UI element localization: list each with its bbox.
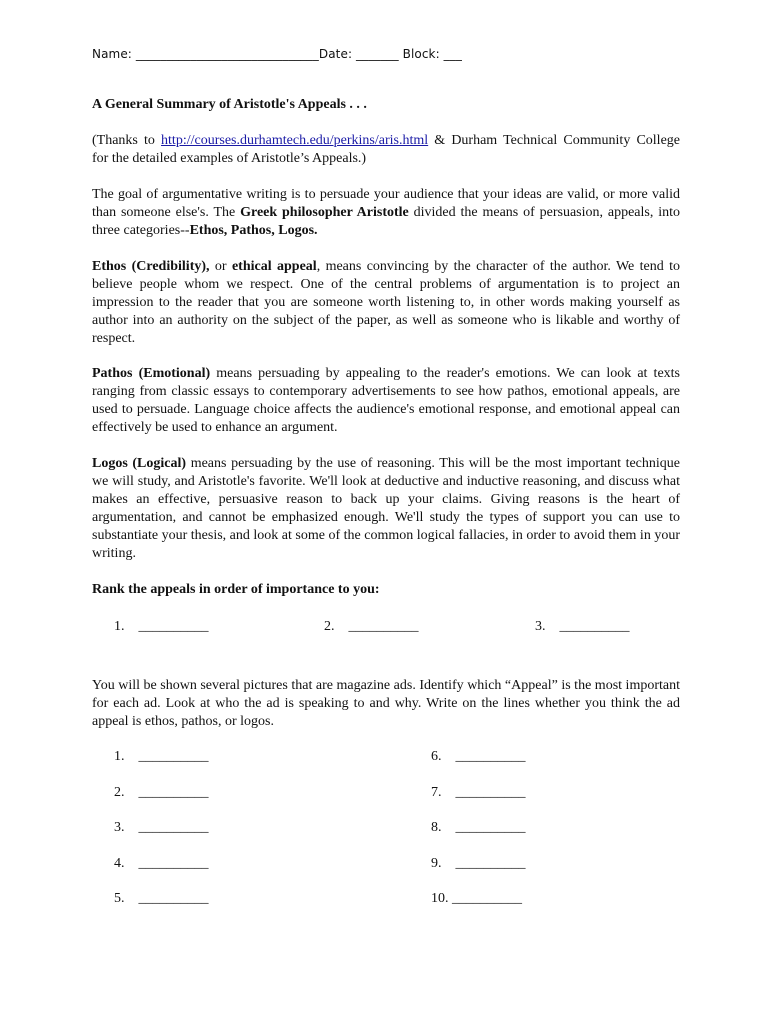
intro-bold-appeals: Ethos, Pathos, Logos. [189,223,318,238]
pathos-paragraph [92,365,680,437]
ad-answer-9[interactable]: 9. __________ [431,856,526,871]
ad-answer-10[interactable]: 10. __________ [431,891,522,906]
pathos-text: means persuading by appealing to the reader's emotions. We can look at texts ranging from classic essays to contemporary advertisements to see how pathos, emotional appeals, are used to persuade. Language choice affects the audience's emotional response, and emotional appeal can effectively be used to enhance an argument. [92,366,681,435]
logos-paragraph [92,455,680,563]
ethos-heading-2: ethical appeal [231,259,317,274]
rank-item-1[interactable]: 1. __________ [114,619,209,634]
logos-text: means persuading by the use of reasoning. This will be the most important technique we will study, and Aristotle's favorite. We'll look at deductive and inductive reasoning, and discuss what makes an effective, persuasive reason to back up your claims. Giving reasons is the heart of argumentation, and cannot be emphasized enough. We'll study the types of support you can use to substantiate your thesis, and look at some of the common logical fallacies, in order to avoid them in your writing. [92,456,681,561]
ad-answer-1[interactable]: 1. __________ [114,749,209,764]
rank-item-2[interactable]: 2. __________ [324,619,419,634]
intro-bold-aristotle: Greek philosopher Aristotle [240,205,409,220]
ad-answer-4[interactable]: 4. __________ [114,856,209,871]
ad-answer-8[interactable]: 8. __________ [431,820,526,835]
ethos-paragraph [92,258,680,348]
name-date-block-line: Name: ______________________________Date: _______ Block: ___ [92,47,462,61]
ad-answer-7[interactable]: 7. __________ [431,785,526,800]
ad-answer-6[interactable]: 6. __________ [431,749,526,764]
ethos-text: , means convincing by the character of the author. We tend to believe people whom we respect. One of the central problems of argumentation is to project an impression to the reader that you are someone worth listening to, in other words making yourself as author into an authority on the subject of the paper, as well as someone who is likable and worthy of respect. [92,259,681,346]
thanks-paragraph [92,132,680,168]
ad-answer-2[interactable]: 2. __________ [114,785,209,800]
ad-answer-3[interactable]: 3. __________ [114,820,209,835]
page-title: A General Summary of Aristotle's Appeals . . . [92,97,367,112]
intro-text-2: divided the means of persuasion, appeals, into three categories-- [92,205,680,238]
thanks-prefix: (Thanks to [92,133,155,148]
ads-instructions: You will be shown several pictures that are magazine ads. Identify which “Appeal” is the most important for each ad. Look at who the ad is speaking to and why. Write on the lines whether you think the ad appeal is ethos, pathos, or logos. [92,678,680,729]
intro-text-1: The goal of argumentative writing is to persuade your audience that your ideas are valid, or more valid than someone else's. The [92,187,680,220]
thanks-suffix: & Durham Technical Community College for the detailed examples of Aristotle’s Appeals.) [92,133,681,166]
pathos-heading: Pathos (Emotional) [92,366,211,381]
intro-paragraph [92,186,680,240]
rank-heading: Rank the appeals in order of importance to you: [92,582,380,597]
ethos-or: or [214,259,227,274]
ethos-heading: Ethos (Credibility), [92,259,210,274]
rank-item-3[interactable]: 3. __________ [535,619,630,634]
logos-heading: Logos (Logical) [92,456,187,471]
source-link[interactable]: http://courses.durhamtech.edu/perkins/aris.html [161,133,429,148]
ad-answer-5[interactable]: 5. __________ [114,891,209,906]
